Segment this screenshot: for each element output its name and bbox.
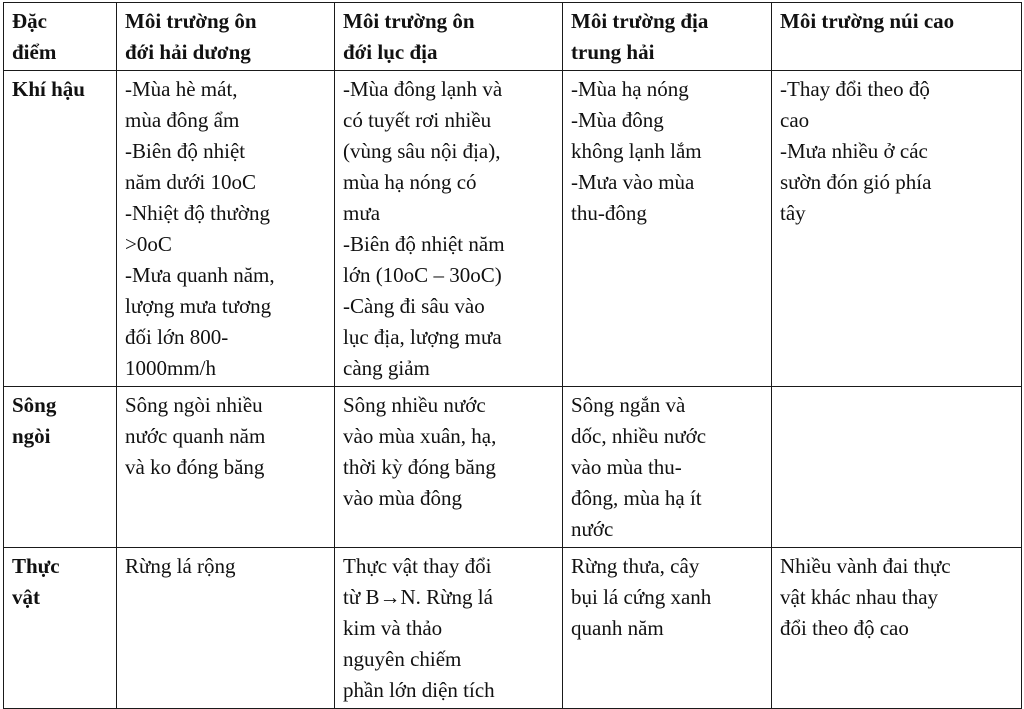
table-row-climate bbox=[4, 71, 1022, 387]
header-row bbox=[4, 3, 1022, 71]
cell-vegetation-mediterranean: Rừng thưa, cây bụi lá cứng xanh quanh năm bbox=[563, 548, 772, 709]
cell-climate-oceanic: -Mùa hè mát, mùa đông ẩm -Biên độ nhiệt năm dưới 10oC -Nhiệt độ thường >0oC -Mưa quanh năm, lượng mưa tương đối lớn 800- 1000mm/h bbox=[117, 71, 335, 387]
cell-rivers-oceanic: Sông ngòi nhiều nước quanh năm và ko đóng băng bbox=[117, 387, 335, 548]
cell-climate-mediterranean: -Mùa hạ nóng -Mùa đông không lạnh lắm -Mưa vào mùa thu-đông bbox=[563, 71, 772, 387]
cell-vegetation-continental: Thực vật thay đổi từ B→N. Rừng lá kim và thảo nguyên chiếm phần lớn diện tích bbox=[335, 548, 563, 709]
row-label-climate: Khí hậu bbox=[4, 71, 117, 387]
cell-rivers-mediterranean: Sông ngắn và dốc, nhiều nước vào mùa thu- đông, mùa hạ ít nước bbox=[563, 387, 772, 548]
header-cell-mountain: Môi trường núi cao bbox=[772, 3, 1022, 71]
cell-vegetation-oceanic: Rừng lá rộng bbox=[117, 548, 335, 709]
header-cell-mediterranean: Môi trường địa trung hải bbox=[563, 3, 772, 71]
cell-vegetation-mountain: Nhiều vành đai thực vật khác nhau thay đổi theo độ cao bbox=[772, 548, 1022, 709]
document-page bbox=[3, 2, 1021, 702]
row-label-rivers: Sông ngòi bbox=[4, 387, 117, 548]
comparison-table bbox=[3, 2, 1022, 709]
table-row-rivers bbox=[4, 387, 1022, 548]
header-cell-feature: Đặc điểm bbox=[4, 3, 117, 71]
cell-rivers-continental: Sông nhiều nước vào mùa xuân, hạ, thời kỳ đóng băng vào mùa đông bbox=[335, 387, 563, 548]
cell-rivers-mountain bbox=[772, 387, 1022, 548]
cell-climate-mountain: -Thay đổi theo độ cao -Mưa nhiều ở các sườn đón gió phía tây bbox=[772, 71, 1022, 387]
header-cell-oceanic: Môi trường ôn đới hải dương bbox=[117, 3, 335, 71]
table-row-vegetation bbox=[4, 548, 1022, 709]
cell-climate-continental: -Mùa đông lạnh và có tuyết rơi nhiều (vùng sâu nội địa), mùa hạ nóng có mưa -Biên độ nhiệt năm lớn (10oC – 30oC) -Càng đi sâu vào lục địa, lượng mưa càng giảm bbox=[335, 71, 563, 387]
header-cell-continental: Môi trường ôn đới lục địa bbox=[335, 3, 563, 71]
row-label-vegetation: Thực vật bbox=[4, 548, 117, 709]
